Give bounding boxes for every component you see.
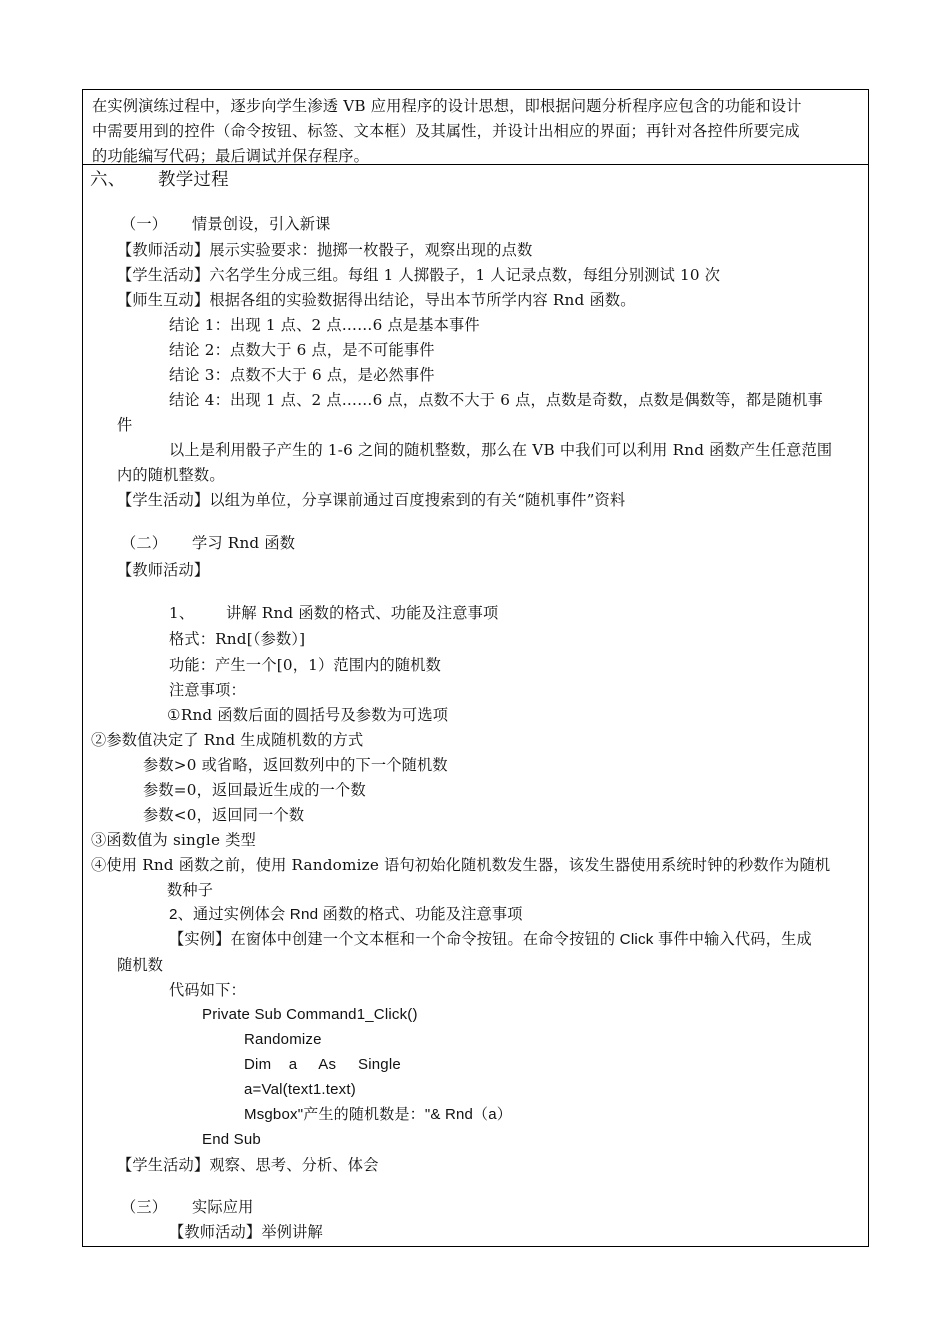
summary-line-2: 内的随机整数。 (117, 466, 225, 484)
conclusion-1: 结论 1：出现 1 点、2 点……6 点是基本事件 (169, 316, 480, 334)
intro-line-3: 的功能编写代码；最后调试并保存程序。 (92, 147, 369, 165)
note-3: ③函数值为 single 类型 (91, 831, 256, 849)
example-line-1: 【实例】在窗体中创建一个文本框和一个命令按钮。在命令按钮的 Click 事件中输入代码，生成 (169, 931, 812, 948)
note-4-line-1: ④使用 Rnd 函数之前，使用 Randomize 语句初始化随机数发生器，该发生器使用系统时钟的秒数作为随机 (91, 856, 831, 874)
item2-text: 2、通过实例体会 Rnd 函数的格式、功能及注意事项 (169, 906, 523, 923)
code-line-6: End Sub (202, 1131, 261, 1148)
example-line-2: 随机数 (117, 956, 164, 974)
part3-number: （三） (121, 1198, 168, 1216)
part2-teacher-activity: 【教师活动】 (117, 561, 210, 579)
part2-number: （二） (121, 534, 168, 552)
part1-title: 情景创设，引入新课 (192, 215, 331, 233)
item1-number: 1、 (169, 604, 195, 622)
code-line-3: Dim a As Single (244, 1056, 401, 1073)
note-1: ①Rnd 函数后面的圆括号及参数为可选项 (167, 706, 449, 724)
conclusion-2: 结论 2：点数大于 6 点，是不可能事件 (169, 341, 435, 359)
code-line-4: a=Val(text1.text) (244, 1081, 356, 1098)
part3-teacher-activity: 【教师活动】举例讲解 (169, 1223, 323, 1241)
summary-line-1: 以上是利用骰子产生的 1-6 之间的随机整数，那么在 VB 中我们可以利用 Rnd 函数产生任意范围 (169, 441, 833, 459)
note-2: ②参数值决定了 Rnd 生成随机数的方式 (91, 731, 364, 749)
intro-cell (82, 89, 869, 165)
conclusion-4-line-1: 结论 4：出现 1 点、2 点……6 点，点数不大于 6 点，点数是奇数，点数是偶数等，都是随机事 (169, 391, 823, 409)
code-line-1: Private Sub Command1_Click() (202, 1006, 418, 1023)
part1-number: （一） (121, 215, 168, 233)
conclusion-4-line-2: 件 (117, 416, 133, 434)
code-label: 代码如下： (169, 981, 246, 999)
part1-student-activity-2: 【学生活动】以组为单位，分享课前通过百度搜索到的有关“随机事件”资料 (117, 491, 626, 509)
item1-text: 讲解 Rnd 函数的格式、功能及注意事项 (226, 604, 499, 622)
part3-title: 实际应用 (192, 1198, 254, 1216)
lesson-plan-table (82, 89, 869, 1247)
section-title: 教学过程 (158, 170, 229, 190)
notes-heading: 注意事项： (169, 681, 246, 699)
note-2b: 参数=0，返回最近生成的一个数 (143, 781, 366, 799)
format-line: 格式：Rnd[（参数）] (169, 630, 306, 648)
section-number: 六、 (90, 170, 126, 190)
intro-line-1: 在实例演练过程中，逐步向学生渗透 VB 应用程序的设计思想，即根据问题分析程序应包含的功能和设计 (92, 97, 802, 115)
part1-teacher-activity: 【教师活动】展示实验要求：抛掷一枚骰子，观察出现的点数 (117, 241, 533, 259)
note-2c: 参数<0，返回同一个数 (143, 806, 305, 824)
part1-student-activity: 【学生活动】六名学生分成三组。每组 1 人掷骰子，1 人记录点数，每组分别测试 10 次 (117, 266, 721, 284)
part2-student-activity: 【学生活动】观察、思考、分析、体会 (117, 1156, 379, 1174)
conclusion-3: 结论 3：点数不大于 6 点，是必然事件 (169, 366, 435, 384)
part1-interaction: 【师生互动】根据各组的实验数据得出结论，导出本节所学内容 Rnd 函数。 (117, 291, 636, 309)
part2-title: 学习 Rnd 函数 (192, 534, 296, 552)
intro-line-2: 中需要用到的控件（命令按钮、标签、文本框）及其属性，并设计出相应的界面；再针对各控件所要完成 (92, 122, 800, 140)
teaching-process-cell (82, 164, 869, 1247)
code-line-2: Randomize (244, 1031, 322, 1048)
note-2a: 参数>0 或省略，返回数列中的下一个随机数 (143, 756, 448, 774)
code-line-5: Msgbox"产生的随机数是："& Rnd（a） (244, 1106, 513, 1123)
function-line: 功能：产生一个[0，1）范围内的随机数 (169, 656, 442, 674)
note-4-line-2: 数种子 (167, 881, 214, 899)
